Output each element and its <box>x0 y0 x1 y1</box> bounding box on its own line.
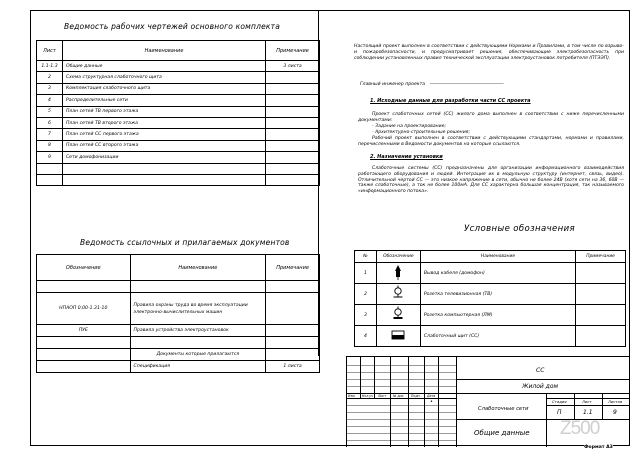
cell-note <box>266 83 320 94</box>
header-name: Наименование <box>130 255 266 281</box>
cell-name: Сети домофонизации <box>62 152 265 163</box>
cell-num: 2 <box>355 284 377 305</box>
section1-item: - Задание на проектирование; <box>372 124 447 129</box>
table-row <box>37 140 320 151</box>
cell-symbol <box>376 305 420 326</box>
legend-table <box>354 250 626 347</box>
table-row <box>355 326 626 347</box>
cell-name: План сетей СС первого этажа <box>62 129 265 140</box>
cell-name: Правила охраны труда во время эксплуатации электронно-вычислительных машин <box>130 293 266 325</box>
cell-note <box>576 326 626 347</box>
header-note: Примечание <box>266 255 320 281</box>
cell-name: План сетей СС второго этажа <box>62 140 265 151</box>
section-name: Слаботочные сети <box>478 406 529 412</box>
section1-title: 1. Исходные данные для разработки части СС проекта <box>370 98 531 104</box>
cell-symbol <box>376 326 420 347</box>
table-header-row <box>37 41 320 61</box>
sheet-list-table <box>36 40 320 186</box>
table-row <box>37 349 320 361</box>
cell-name: Комплектация слаботочного щита <box>62 83 265 94</box>
cell-note <box>266 152 320 163</box>
cell-sheet: 9 <box>37 152 63 163</box>
cell-note <box>266 95 320 106</box>
col-label: Лист <box>378 394 387 398</box>
cell-note <box>576 305 626 326</box>
cell-sheet: 8 <box>37 140 63 151</box>
sheet-value: 1.1 <box>583 409 593 416</box>
section1-text: Проект слаботочных сетей (СС) жилого дома выполнен в соответствии с ниже перечисленными документами: <box>358 112 624 123</box>
title-block <box>346 356 630 446</box>
cell-note <box>266 106 320 117</box>
project-code: СС <box>536 367 545 374</box>
cell-note <box>576 284 626 305</box>
table-row <box>37 293 320 325</box>
intercom-output-icon <box>393 264 403 280</box>
section1-item: - Архитектурно-строительные решения; <box>372 130 470 135</box>
col-label: Кол.уч <box>362 394 374 398</box>
cell-name: Слаботочный щит (СС) <box>420 326 575 347</box>
cell-name: План сетей ТВ второго этажа <box>62 117 265 128</box>
cell-note: 3 листа <box>266 61 320 72</box>
table-row <box>355 305 626 326</box>
cell-name: План сетей ТВ первого этажа <box>62 106 265 117</box>
cell-num: 4 <box>355 326 377 347</box>
cell-sheet: 4 <box>37 95 63 106</box>
engineer-signature-line: ________________________________ <box>430 80 504 85</box>
cell-symbol <box>376 263 420 284</box>
cell-note <box>266 129 320 140</box>
cell-name: Вывод кабеля (домофон) <box>420 263 575 284</box>
attached-note: 1 листа <box>266 361 320 373</box>
cell-note <box>266 72 320 83</box>
table-header-row <box>355 251 626 263</box>
table-row <box>355 263 626 284</box>
table-row-empty <box>37 174 320 185</box>
table-row <box>37 95 320 106</box>
cell-name: Правила устройства электроустановок <box>130 325 266 337</box>
table-row <box>37 361 320 373</box>
tv-socket-icon <box>392 285 404 301</box>
sheet-label: Лист <box>582 399 592 404</box>
ref-docs-table <box>36 254 320 373</box>
object-name: Жилой дом <box>522 383 559 390</box>
legend-title: Условные обозначения <box>464 224 576 234</box>
cell-num: 1 <box>355 263 377 284</box>
section2-title: 2. Назначение установки <box>370 154 443 160</box>
sheet-name: Общие данные <box>474 429 530 437</box>
cell-symbol <box>376 284 420 305</box>
col-label: № док. <box>393 394 405 398</box>
cell-sheet: 5 <box>37 106 63 117</box>
cell-name: Розетка телевизионная (ТВ) <box>420 284 575 305</box>
cell-name: Розетка компьютерная (ЛМ) <box>420 305 575 326</box>
stage-label: Стадия <box>552 399 567 404</box>
table-row <box>37 152 320 163</box>
table-row-empty <box>37 337 320 349</box>
table-row <box>37 106 320 117</box>
cell-sheet: 1.1-1.3 <box>37 61 63 72</box>
table-row <box>37 325 320 337</box>
header-note: Примечание <box>266 41 320 61</box>
attached-title: Документы которые прилагаются <box>130 349 266 361</box>
section1-tail: Рабочий проект выполнен в соответствии с действующими стандартами, нормами и правилами, перечисленными в Ведомости документов на которые ссылаются. <box>358 136 624 147</box>
cell-note <box>266 293 320 325</box>
cell-num: 3 <box>355 305 377 326</box>
section2-text: Слаботочные системы (СС) предназначены для организации информационного взаимодействия работающего оборудования и людей. Интеграция их в модульную структуру (интернет, связь, видео). Отличительной чертой СС — это низкое напряжение в сети, обычно не более 24В (хотя сети на 36, 60В — также слаботочные), а ток не более 100мА. Для СС характерна большая концентрация, так называемого «информационного потока». <box>358 166 624 195</box>
col-label: Подп. <box>411 394 421 398</box>
header-symbol: Обозначение <box>376 251 420 263</box>
table-row <box>37 61 320 72</box>
intro-text: Настоящий проект выполнен в соответствии с действующими Нормами и Правилами, в том числе по взрыво- и пожаробезопасности, и предусматривает решения, обеспечивающие электробезопасность при соблюдении установленных правил технической эксплуатации электроустановок потребителя (ПТЭЭП). <box>354 44 624 61</box>
sheets-label: Листов <box>608 399 623 404</box>
cell-sheet: 6 <box>37 117 63 128</box>
cell-name: Общие данные <box>62 61 265 72</box>
cell-note <box>266 117 320 128</box>
sheets-value: 9 <box>613 409 617 416</box>
sheet-list-title: Ведомость рабочих чертежей основного комплекта <box>64 22 281 31</box>
computer-socket-icon <box>392 306 404 322</box>
table-row <box>355 284 626 305</box>
header-sheet: Лист <box>37 41 63 61</box>
cell-sheet: 7 <box>37 129 63 140</box>
cell-code: НПАОП 0.00-1.31-10 <box>37 293 131 325</box>
table-row <box>37 83 320 94</box>
cell-name: Распределительные сети <box>62 95 265 106</box>
table-row-empty <box>37 163 320 174</box>
table-row-empty <box>37 281 320 293</box>
attached-name: Спецификация <box>130 361 266 373</box>
header-name: Наименование <box>420 251 575 263</box>
low-current-panel-icon <box>391 330 405 340</box>
cell-sheet: 3 <box>37 83 63 94</box>
col-label: Дата <box>427 394 436 398</box>
cell-code: ПУЕ <box>37 325 131 337</box>
company-logo: Z500 <box>560 418 600 439</box>
table-row <box>37 129 320 140</box>
format-label: Формат А3 <box>584 445 613 450</box>
ref-docs-title: Ведомость ссылочных и прилагаемых документов <box>80 238 290 247</box>
center-dot: • <box>430 399 433 405</box>
cell-sheet: 2 <box>37 72 63 83</box>
cell-note <box>266 325 320 337</box>
cell-note <box>576 263 626 284</box>
stage-value: П <box>557 409 562 416</box>
header-note: Примечание <box>576 251 626 263</box>
cell-note <box>266 140 320 151</box>
cell-name: Схема структурная слаботочного щита <box>62 72 265 83</box>
table-row <box>37 72 320 83</box>
header-code: Обозначение <box>37 255 131 281</box>
col-label: Изм. <box>348 394 356 398</box>
table-row <box>37 117 320 128</box>
header-name: Наименование <box>62 41 265 61</box>
table-header-row <box>37 255 320 281</box>
header-num: № <box>355 251 377 263</box>
engineer-label: Главный инженер проекта <box>360 82 426 87</box>
